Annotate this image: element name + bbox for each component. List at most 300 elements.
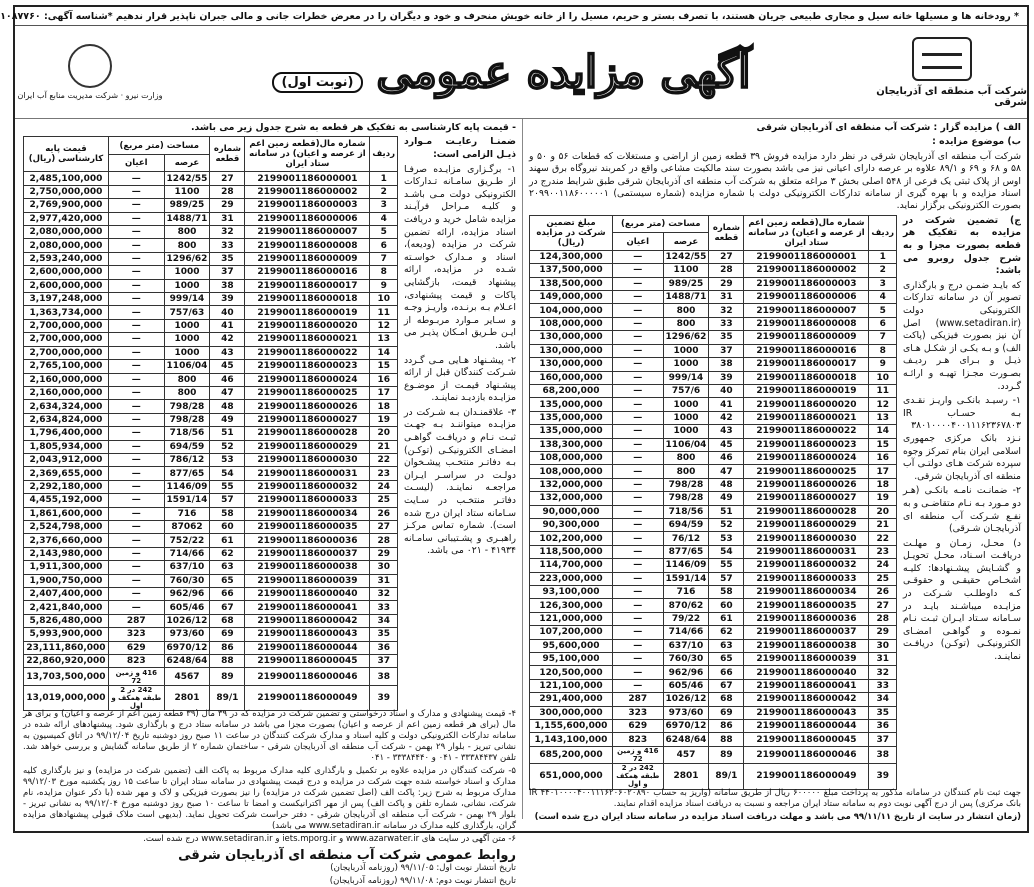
table-cell: 10 (370, 293, 398, 306)
table-cell: 1,796,400,000 (24, 427, 109, 440)
table-row (24, 185, 398, 198)
table-row (24, 226, 398, 239)
table-cell: 28 (709, 264, 744, 277)
table-cell: 67 (709, 679, 744, 692)
table-cell: 58 (709, 586, 744, 599)
guarantee-table (529, 215, 897, 790)
table-cell: — (109, 266, 165, 279)
table-cell: 2,080,000,000 (24, 226, 109, 239)
table-cell: 14 (869, 425, 897, 438)
table-cell: 1000 (663, 425, 709, 438)
table-cell: 1296/62 (164, 252, 210, 265)
table-row (24, 534, 398, 547)
table-cell: 2,593,240,000 (24, 252, 109, 265)
table-row (530, 277, 897, 290)
table-cell: 2,292,180,000 (24, 480, 109, 493)
col-area: مساحت (متر مربع) (613, 215, 709, 233)
table-cell: 5 (370, 226, 398, 239)
table-cell: 66 (709, 666, 744, 679)
table-row (24, 440, 398, 453)
table-cell: 1488/71 (164, 212, 210, 225)
table-cell: 1,900,750,000 (24, 574, 109, 587)
table-cell: 1000 (663, 398, 709, 411)
notice-id: شناسه آگهی: ۱۰۸۷۷۶۰ (0, 11, 108, 22)
table-row (530, 331, 897, 344)
table-cell: — (109, 561, 165, 574)
table-cell: 962/96 (663, 666, 709, 679)
table-cell: 26 (370, 507, 398, 520)
table-row (530, 559, 897, 572)
emblem-icon (68, 44, 112, 88)
table-cell: — (613, 384, 664, 397)
table-cell: 107,200,000 (530, 626, 613, 639)
table-cell: 323 (109, 628, 165, 641)
table-cell: 2199001186000043 (744, 706, 869, 719)
documents-place: د) محـل، زمـان و مهلـت دریافـت اسـناد، محـل تحویـل و گشـایش پیشـنهادها: کلیـه اشخـاص حقیقـی و حقوقـی کـه داوطلـب شـرکت در مزایـده میباشـند بایـد در سـامانه سـتاد ایـران ثبـت نـام نمـوده و گواهـی امضـای الکترونیکـی (توکـن) دریافـت نماینـد. (903, 537, 1021, 663)
table-cell: — (613, 438, 664, 451)
table-cell: — (613, 250, 664, 263)
table-cell: 54 (210, 467, 245, 480)
table-cell: 2199001186000022 (245, 346, 370, 359)
table-cell: 24 (869, 559, 897, 572)
table-cell: 16 (370, 373, 398, 386)
table-cell: 47 (210, 386, 245, 399)
table-cell: 88 (210, 655, 245, 668)
table-cell: 2,160,000,000 (24, 373, 109, 386)
table-cell: 36 (869, 720, 897, 733)
table-cell: 2199001186000041 (744, 679, 869, 692)
table-cell: 2199001186000026 (744, 478, 869, 491)
table-cell: 2199001186000008 (245, 239, 370, 252)
table-cell: 135,000,000 (530, 411, 613, 424)
table-cell: 823 (613, 733, 664, 746)
table-row (24, 333, 398, 346)
table-cell: 120,500,000 (530, 666, 613, 679)
table-cell: 1,155,600,000 (530, 720, 613, 733)
table-cell: 1,805,934,000 (24, 440, 109, 453)
table-cell: — (613, 639, 664, 652)
table-cell: 1591/14 (663, 572, 709, 585)
table-cell: 135,000,000 (530, 425, 613, 438)
table-cell: — (613, 304, 664, 317)
table-cell: — (613, 545, 664, 558)
table-cell: 973/60 (164, 628, 210, 641)
table-cell: 2199001186000002 (245, 185, 370, 198)
guarantee-option-1: ۱- رسیـد بانکـی واریـز نقـدی بـه حسـاب IR ۳۸۰۱۰۰۰۰۴۰۰۱۱۱۶۲۳۶۷۸۰۳ نـزد بانک مرکزی جمهوری اسلامی ایران بنام تمرکز وجوه سپرده شرکت هـای دولتـی آب منطقه ای آذربایجان شرقی. (903, 395, 1021, 482)
table-cell: 2199001186000039 (744, 653, 869, 666)
table-cell: 95,600,000 (530, 639, 613, 652)
table-cell: 5 (869, 304, 897, 317)
table-cell: — (613, 358, 664, 371)
table-cell: — (109, 534, 165, 547)
table-cell: 25 (370, 494, 398, 507)
table-cell: 29 (869, 626, 897, 639)
table-cell: 2199001186000036 (245, 534, 370, 547)
table-cell: 1100 (164, 185, 210, 198)
table-cell: 79/22 (663, 612, 709, 625)
table-cell: 2,700,000,000 (24, 333, 109, 346)
table-cell: 2199001186000033 (245, 494, 370, 507)
table-cell: 2199001186000035 (744, 599, 869, 612)
table-cell: 2199001186000022 (744, 425, 869, 438)
table-cell: 1000 (663, 344, 709, 357)
table-cell: 877/65 (164, 467, 210, 480)
table-cell: 160,000,000 (530, 371, 613, 384)
table-cell: 798/28 (663, 478, 709, 491)
table-cell: — (109, 413, 165, 426)
guarantee-table-body (530, 250, 897, 789)
table-cell: 130,000,000 (530, 331, 613, 344)
table-cell: 6248/64 (663, 733, 709, 746)
table-cell: 2199001186000044 (245, 641, 370, 654)
table-cell: — (109, 386, 165, 399)
table-cell: 457 (663, 746, 709, 763)
table-row (24, 199, 398, 212)
table-cell: 29 (210, 199, 245, 212)
table-cell: 31 (709, 291, 744, 304)
table-cell: — (109, 306, 165, 319)
table-cell: 2199001186000007 (744, 304, 869, 317)
rule-4: ۴- قیمت پیشنهادی و مدارک و اسناد درخواستی و تضمین شرکت در مزایده که در ۳۹ مال (۳۹ قطعه زمین اعم از عرصه و اعیان) و برای هر مال (برای هر قطعه زمین اعم از عرصه و اعیان) بصورت مجزا می باشد در سامانه ستاد درج و بارگذاری شود. پیشنهادهای ارائه شده در سامانه تدارکات الکترونیکی دولت و کلیه اسناد و مدارک شرکت کنندگان در ساعت ۱۱ صبح روز دوشنبه تاریخ ۹۹/۱۲/۰۴ در اتاق کمیسیون به نشانی تبریز - بلوار ۲۹ بهمن - شرکت آب منطقه ای آذربایجان شرقی - ساختمان شماره ۲ از طریق سامانه گشایش و بررسی خواهد شد. تلفن ۳۳۳۸۴۴۳۷ - ۰۴۱ و ۳۳۳۸۴۴۴۰ - ۰۴۱ (23, 709, 517, 764)
table-cell: 25 (869, 572, 897, 585)
table-cell: 2199001186000019 (744, 384, 869, 397)
table-cell: — (613, 492, 664, 505)
table-cell: 8 (869, 344, 897, 357)
table-cell: 870/62 (663, 599, 709, 612)
table-cell: 629 (613, 720, 664, 733)
table-cell: — (613, 344, 664, 357)
table-cell: 800 (164, 239, 210, 252)
table-cell: 37 (869, 733, 897, 746)
left-side-text (404, 136, 516, 706)
col-parcel-id: شماره مال(قطعه زمین اعم از عرصه و اعیان) در سامانه ستاد ایران (245, 137, 370, 172)
table-row (24, 212, 398, 225)
rule-3: ۳- علاقمنـدان بـه شـرکت در مزایـده میتواننـد بـه جهـت ثبـت نـام و دریافـت گواهـی امضـای الکترونیکـی (توکـن) بـه دفاتـر منتخـب پیشـخوان دولـت در سراسـر ایـران مراجعـه نماینـد. (لیسـت دفاتـر منتخـب در سـایت سـامانه ستاد ایران درج شده است). شماره تماس مرکـز راهبـری و پشـتیبانی سامـانه ۴۱۹۳۴ - ۰۲۱ می باشد. (404, 406, 516, 557)
table-cell: 58 (210, 507, 245, 520)
table-cell: 1 (370, 172, 398, 185)
table-cell: 34 (869, 693, 897, 706)
table-row (24, 494, 398, 507)
table-cell: 89 (210, 668, 245, 685)
table-cell: 27 (869, 599, 897, 612)
table-cell: 2199001186000007 (245, 226, 370, 239)
table-row (24, 427, 398, 440)
table-cell: 4567 (164, 668, 210, 685)
table-cell: — (613, 679, 664, 692)
table-cell: — (109, 494, 165, 507)
table-cell: 138,500,000 (530, 277, 613, 290)
table-cell: 60 (210, 520, 245, 533)
table-cell: 34 (370, 614, 398, 627)
table-row (24, 346, 398, 359)
table-cell: 2199001186000019 (245, 306, 370, 319)
table-row (530, 572, 897, 585)
water-company-logo-icon (912, 37, 972, 81)
table-cell: — (109, 226, 165, 239)
table-cell: 86 (709, 720, 744, 733)
table-cell: 2199001186000035 (245, 520, 370, 533)
table-row (24, 601, 398, 614)
table-row (530, 398, 897, 411)
guarantee-option-2: ۲- ضمانـت نامـه بانکـی (هـر دو مـورد بـه نـام متقاضـی و به نفـع شـرکت آب منطقه ای آذربایجـان شـرقی) (903, 485, 1021, 535)
table-cell: 124,300,000 (530, 250, 613, 263)
table-row (24, 386, 398, 399)
table-cell: 718/56 (663, 505, 709, 518)
table-cell: 46 (709, 451, 744, 464)
table-cell: 62 (709, 626, 744, 639)
table-row (530, 706, 897, 719)
table-row (530, 720, 897, 733)
table-cell: 291,400,000 (530, 693, 613, 706)
table-cell: 2199001186000043 (245, 628, 370, 641)
table-cell: — (109, 427, 165, 440)
table-row (24, 520, 398, 533)
table-row (24, 279, 398, 292)
table-cell: 29 (370, 547, 398, 560)
table-cell: 2199001186000020 (245, 319, 370, 332)
table-cell: 21 (370, 440, 398, 453)
table-cell: 287 (109, 614, 165, 627)
table-row (24, 413, 398, 426)
table-cell: 718/56 (164, 427, 210, 440)
table-cell: 27 (210, 172, 245, 185)
table-cell: 877/65 (663, 545, 709, 558)
table-row (24, 561, 398, 574)
table-cell: 1000 (164, 333, 210, 346)
table-cell: 2,765,100,000 (24, 360, 109, 373)
round-label: (نوبت اول) (272, 72, 364, 93)
col-parcel-id: شماره مال(قطعه زمین اعم از عرصه و اعیان) در سامانه ستاد ایران (744, 215, 869, 250)
table-cell: 2199001186000017 (744, 358, 869, 371)
table-cell: 605/46 (663, 679, 709, 692)
table-cell: 6248/64 (164, 655, 210, 668)
table-cell: 47 (709, 465, 744, 478)
table-cell: 40 (709, 384, 744, 397)
table-cell: 132,000,000 (530, 478, 613, 491)
table-row (24, 668, 398, 685)
table-cell: 12 (869, 398, 897, 411)
table-cell: 2199001186000029 (744, 518, 869, 531)
table-cell: — (109, 453, 165, 466)
table-cell: 800 (663, 317, 709, 330)
table-row (530, 465, 897, 478)
table-cell: — (613, 277, 664, 290)
col-area-land: عرصه (663, 233, 709, 251)
rule-5: ۵- شرکت کنندگان در مزایده علاوه بر تکمیل و بارگذاری کلیه مدارک مربوط به پاکت الف (تضمین شرکت در مزایده) و نیز بارگذاری کلیه مدارک و اسناد خواسته شده جهت شرکت در مزایده و درج قیمت پیشنهادی در سامانه ستاد ایران تا ساعت ۱۵ روز یکشنبه مورخ ۹۹/۱۲/۰۳ مدارک مربوط به شرح زیر: پاکت الف (اصل تضمین شرکت در مزایده) را نیز بصورت فیزیکی و لاک و مهر شده (با ذکر عنوان مزایده، نام شرکت، نشانی، شماره تلفن و پاکت الف) پس از مهر اکترانیکست و امضا تا ساعت ۱۰ صبح روز دوشنبه مورخ ۹۹/۱۲/۰۴ به نشانی تبریز - بلوار ۲۹ بهمن - شرکت آب منطقه ای آذربایجان شرقی - دفتر حراست شرکت تحویل نماید. (بدیهی است ملاک قبولی پیشنهادهای مزایده گران، بارگذاری کلیه مدارک در سامانه www.setadiran.ir می باشد) (23, 766, 517, 832)
table-cell: 65 (210, 574, 245, 587)
table-cell: 6970/12 (164, 641, 210, 654)
table-cell: 6970/12 (663, 720, 709, 733)
table-cell: — (613, 518, 664, 531)
table-cell: 22 (869, 532, 897, 545)
table-row (530, 545, 897, 558)
table-cell: 2199001186000009 (245, 252, 370, 265)
table-cell: 51 (709, 505, 744, 518)
table-cell: 43 (210, 346, 245, 359)
table-row (530, 612, 897, 625)
table-cell: 35 (709, 331, 744, 344)
table-cell: 135,000,000 (530, 398, 613, 411)
table-cell: 2801 (164, 685, 210, 711)
table-cell: 2199001186000021 (744, 411, 869, 424)
table-cell: — (109, 360, 165, 373)
table-cell: 1,143,100,000 (530, 733, 613, 746)
table-cell: 121,100,000 (530, 679, 613, 692)
table-cell: 62 (210, 547, 245, 560)
table-cell: — (613, 425, 664, 438)
table-cell: 4 (869, 291, 897, 304)
table-row (24, 547, 398, 560)
table-cell: 798/28 (663, 492, 709, 505)
auctioneer: الف ) مزایده گزار : شرکت آب منطقه ای آذربایجان شرقی (756, 122, 1021, 133)
table-cell: 10 (869, 371, 897, 384)
table-cell: — (109, 185, 165, 198)
table-cell: 2199001186000049 (245, 685, 370, 711)
auction-notice-page (0, 5, 1029, 887)
table-cell: 38 (210, 279, 245, 292)
table-cell: 323 (613, 706, 664, 719)
table-cell: 2199001186000003 (744, 277, 869, 290)
table-cell: 2 (869, 264, 897, 277)
table-cell: 2199001186000006 (245, 212, 370, 225)
table-cell: 132,000,000 (530, 492, 613, 505)
table-cell: 2,407,400,000 (24, 588, 109, 601)
table-cell: — (109, 507, 165, 520)
table-cell: 2 (370, 185, 398, 198)
table-cell: 49 (709, 492, 744, 505)
table-cell: 2,977,420,000 (24, 212, 109, 225)
table-cell: 1,363,734,000 (24, 306, 109, 319)
table-cell: 2199001186000026 (245, 400, 370, 413)
table-cell: 26 (869, 586, 897, 599)
table-cell: 2199001186000034 (744, 586, 869, 599)
table-cell: 2,600,000,000 (24, 266, 109, 279)
company-name: شرکت آب منطقه ای آذربایجان شرقی (876, 85, 1027, 108)
table-cell: 2199001186000030 (744, 532, 869, 545)
table-cell: — (109, 319, 165, 332)
table-cell: 37 (370, 655, 398, 668)
right-side-text (903, 215, 1021, 785)
rule-2: ۲- پیشـنهاد هـایی مـی گـردد شـرکت کنندگان قبل از ارائه پیشـنهاد قیمـت از موضـوع مزایـده بازدیـد نماینـد. (404, 354, 516, 404)
table-cell: — (109, 547, 165, 560)
table-cell: 22 (370, 453, 398, 466)
table-cell: 48 (709, 478, 744, 491)
table-cell: 66 (210, 588, 245, 601)
table-cell: — (613, 666, 664, 679)
table-cell: 800 (164, 386, 210, 399)
table-cell: 54 (709, 545, 744, 558)
table-row (24, 655, 398, 668)
table-cell: 800 (663, 451, 709, 464)
table-cell: 89/1 (709, 764, 744, 790)
table-cell: 19 (869, 492, 897, 505)
table-cell: 2199001186000028 (245, 427, 370, 440)
table-cell: 800 (164, 226, 210, 239)
table-cell: 41 (210, 319, 245, 332)
table-cell: 41 (709, 398, 744, 411)
table-cell: 2199001186000045 (245, 655, 370, 668)
table-cell: 69 (709, 706, 744, 719)
table-cell: 23 (869, 545, 897, 558)
table-row (530, 599, 897, 612)
ministry-emblem (15, 44, 165, 100)
table-cell: 48 (210, 400, 245, 413)
table-cell: — (109, 172, 165, 185)
table-cell: 2199001186000032 (744, 559, 869, 572)
table-cell: 798/28 (164, 413, 210, 426)
table-cell: 24 (370, 480, 398, 493)
table-cell: — (613, 331, 664, 344)
table-cell: 68,200,000 (530, 384, 613, 397)
table-cell: 90,000,000 (530, 505, 613, 518)
table-row (530, 371, 897, 384)
table-cell: 55 (210, 480, 245, 493)
table-cell: 2,369,655,000 (24, 467, 109, 480)
table-cell: 55 (709, 559, 744, 572)
table-cell: 31 (869, 653, 897, 666)
table-row (24, 172, 398, 185)
table-cell: 2199001186000003 (245, 199, 370, 212)
table-cell: — (613, 532, 664, 545)
table-cell: 6 (370, 239, 398, 252)
table-cell: — (613, 572, 664, 585)
company-logo (857, 37, 1027, 108)
table-cell: 61 (210, 534, 245, 547)
subject-text: شرکت آب منطقه ای آذربایجان شرقی در نظر دارد مزایده فروش ۳۹ قطعه زمین از اراضی و مستغلات که قطعات ۵۶ و ۵۰ و ۵۸ و ۶۸ و ۶۹ و ۸۹/۱ علاوه بر عرصه دارای اعیانی نیز می باشد بصورت سند مالکیت مشاعی واقع در کمربند نیروگاه برق سهند اوس از پلاک ثبتی یک فرعی از ۵۴۸ اصلی بخش ۳ مراغه متعلق به شرکت آب منطقه ای آذربایجان شرقی طبق شرایط مندرج در اسناد مزایده و با بهره گیری از سامانه تدارکات الکترونیکی دولت با شماره مزایده (شماره سیستمی) ۲۰۹۹۰۰۱۱۸۶۰۰۰۰۰۱ بصورت الکترونیکی برگزار نماید. (529, 150, 1022, 212)
table-cell: 88 (709, 733, 744, 746)
table-cell: 13 (370, 333, 398, 346)
table-cell: 95,100,000 (530, 653, 613, 666)
table-cell: 786/12 (164, 453, 210, 466)
table-cell: 1000 (164, 279, 210, 292)
table-cell: 51 (210, 427, 245, 440)
table-cell: 38 (869, 746, 897, 763)
table-cell: 126,300,000 (530, 599, 613, 612)
table-cell: 11 (869, 384, 897, 397)
table-cell: 20 (869, 505, 897, 518)
guarantee-title: ج) تضمین شرکت در مزایده به تفکیک هر قطعه بصورت مجزا و به شرح جدول روبرو می باشد: (903, 214, 1021, 277)
table-cell: 1242/55 (663, 250, 709, 263)
table-cell: — (109, 293, 165, 306)
table-cell: 19 (370, 413, 398, 426)
emblem-text: وزارت نیرو · شرکت مدیریت منابع آب ایران (17, 91, 163, 100)
table-cell: 2199001186000042 (744, 693, 869, 706)
table-cell: 37 (210, 266, 245, 279)
table-cell: — (613, 586, 664, 599)
table-cell: 798/28 (164, 400, 210, 413)
table-row (530, 679, 897, 692)
table-cell: 1296/62 (663, 331, 709, 344)
table-cell: 89/1 (210, 685, 245, 711)
registration-text: جهت ثبت نام کنندگان در سامانه مذکور به پرداخت مبلغ ۶۰۰۰۰۰ ریال از طریق سامانه (واریز به حساب IR ۴۴۰۱۰۰۰۰۴۰۰۱۱۱۶۲۰۶۰۲۰۸۹۰ بانک مرکزی) پس از درج آگهی نوبت دوم به سامانه ستاد ایران مراجعه و نسبت به دریافت اسناد مزایده اقدام نمایند. (529, 787, 1021, 809)
table-cell: 757/6 (663, 384, 709, 397)
table-cell: 2199001186000040 (245, 588, 370, 601)
table-cell: 87062 (164, 520, 210, 533)
table-row (24, 306, 398, 319)
table-cell: 685,200,000 (530, 746, 613, 763)
table-cell: 2,080,000,000 (24, 239, 109, 252)
header (15, 26, 1027, 119)
table-cell: 223,000,000 (530, 572, 613, 585)
table-cell: — (613, 451, 664, 464)
table-cell: 118,500,000 (530, 545, 613, 558)
table-cell: 694/59 (164, 440, 210, 453)
table-cell: — (613, 465, 664, 478)
table-cell: 68 (210, 614, 245, 627)
table-cell: 2,485,100,000 (24, 172, 109, 185)
table-cell: 2199001186000027 (744, 492, 869, 505)
table-cell: — (613, 505, 664, 518)
